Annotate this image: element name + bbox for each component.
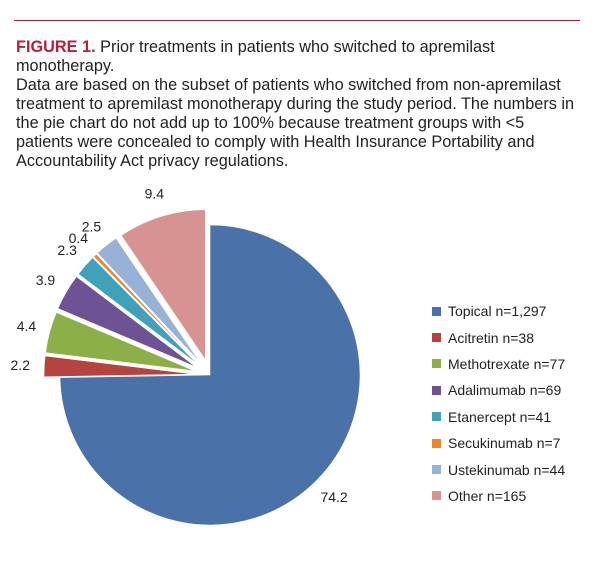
figure-caption bbox=[16, 38, 576, 171]
data-label-adalimumab: 3.9 bbox=[35, 272, 56, 288]
legend-swatch bbox=[432, 307, 441, 316]
legend-swatch bbox=[432, 412, 441, 421]
legend-item-secukinumab bbox=[432, 430, 565, 456]
pie-chart bbox=[0, 185, 430, 574]
caption-title-line bbox=[16, 38, 576, 76]
data-label-ustekinumab: 2.5 bbox=[81, 218, 102, 235]
legend-label: Etanercept n=41 bbox=[448, 408, 552, 425]
data-label-secukinumab: 0.4 bbox=[68, 230, 89, 247]
legend-item-etanercept bbox=[432, 404, 565, 430]
legend-label: Adalimumab n=69 bbox=[448, 382, 562, 399]
legend-swatch bbox=[432, 386, 441, 395]
legend-swatch bbox=[432, 465, 441, 474]
legend-label: Ustekinumab n=44 bbox=[448, 461, 566, 478]
legend-label: Other n=165 bbox=[448, 487, 527, 504]
legend-item-ustekinumab bbox=[432, 456, 565, 482]
legend-item-topical bbox=[432, 298, 565, 324]
legend-swatch bbox=[432, 333, 441, 342]
legend-item-adalimumab bbox=[432, 377, 565, 403]
legend-label: Acitretin n=38 bbox=[448, 329, 534, 346]
data-label-other: 9.4 bbox=[144, 185, 165, 202]
legend-item-acitretin bbox=[432, 324, 565, 350]
legend-label: Methotrexate n=77 bbox=[448, 355, 566, 372]
legend-swatch bbox=[432, 359, 441, 368]
data-label-acitretin: 2.2 bbox=[10, 357, 30, 374]
data-label-methotrexate: 4.4 bbox=[16, 317, 37, 334]
data-label-etanercept: 2.3 bbox=[57, 241, 77, 258]
data-label-topical: 74.2 bbox=[320, 488, 348, 505]
legend-swatch bbox=[432, 491, 441, 500]
caption-title: Prior treatments in patients who switched to apremilast monotherapy. bbox=[16, 38, 495, 75]
legend-item-methotrexate bbox=[432, 351, 565, 377]
legend-label: Secukinumab n=7 bbox=[448, 435, 561, 452]
legend-label: Topical n=1,297 bbox=[448, 303, 547, 320]
legend-swatch bbox=[432, 439, 441, 448]
top-rule bbox=[14, 20, 580, 21]
chart-legend bbox=[432, 298, 565, 509]
caption-body: Data are based on the subset of patients who switched from non-apremilast treatment to apremilast monotherapy during the study period. The numbers in the pie chart do not add up to 100% because treatment groups with <5 patients were concealed to comply with Health Insurance Portability and Accountability Act privacy regulations. bbox=[16, 76, 575, 170]
figure-label: FIGURE 1. bbox=[16, 38, 96, 56]
legend-item-other bbox=[432, 483, 565, 509]
